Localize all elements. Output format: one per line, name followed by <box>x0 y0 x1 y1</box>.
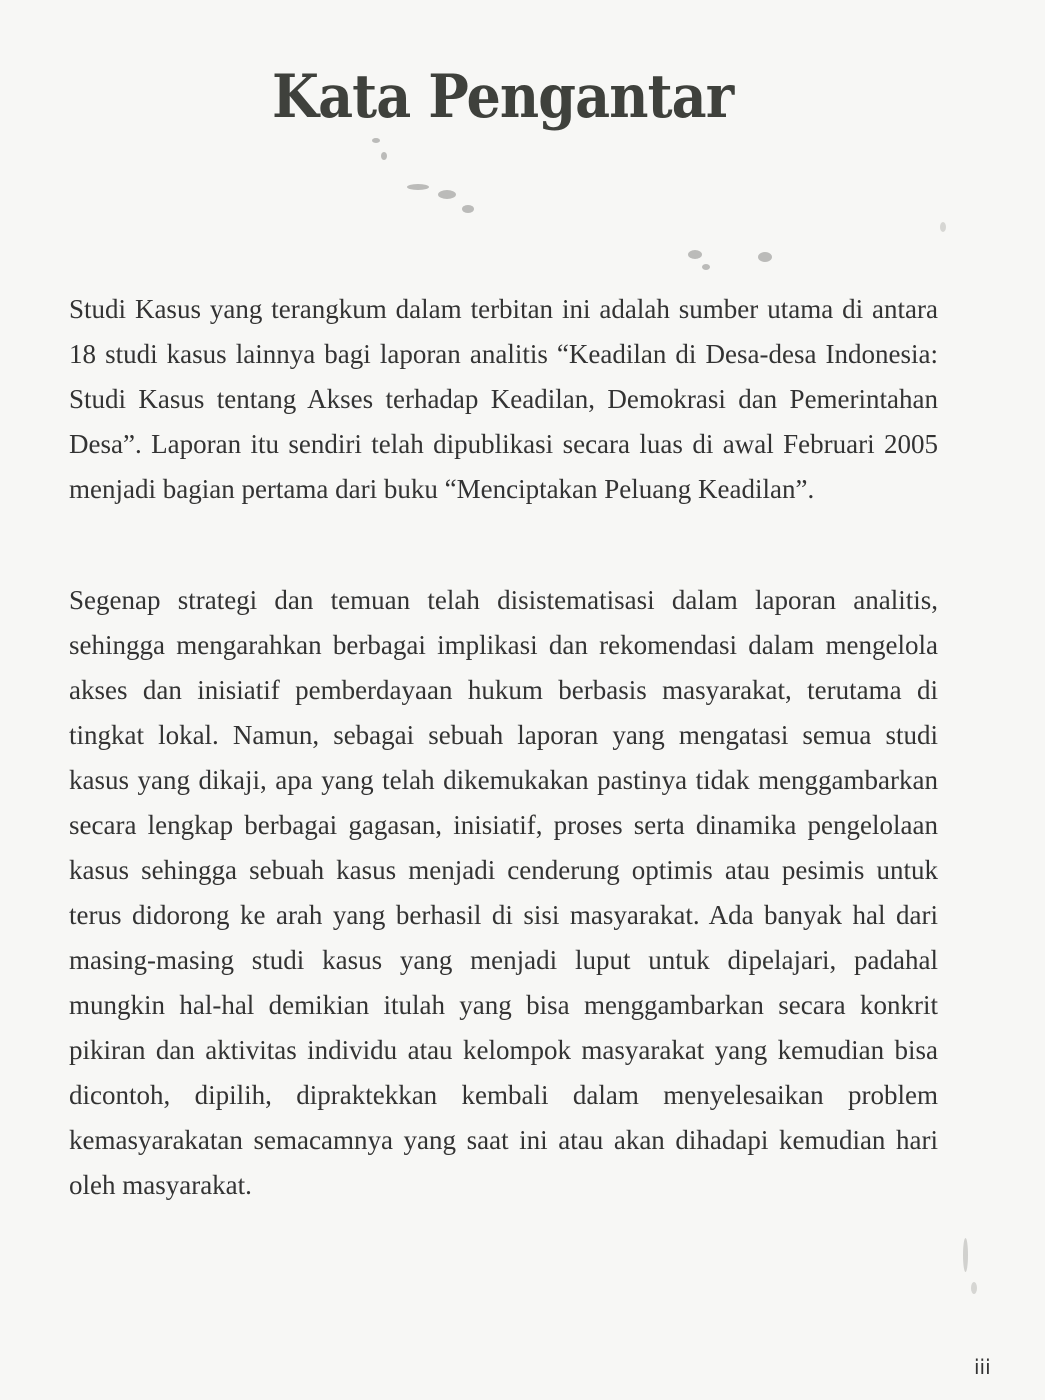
scan-smudge <box>372 138 380 143</box>
scan-smudge <box>971 1282 977 1294</box>
page-number: iii <box>974 1355 991 1379</box>
scan-smudge <box>702 264 710 270</box>
scan-smudge <box>940 222 946 232</box>
scan-smudge <box>758 252 772 262</box>
body-paragraph: Segenap strategi dan temuan telah disistematisasi dalam laporan analitis, sehingga mengarahkan berbagai implikasi dan rekomendasi dalam mengelola akses dan inisiatif pemberdayaan hukum berbasis masyarakat, terutama di tingkat lokal. Namun, sebagai sebuah laporan yang mengatasi semua studi kasus yang dikaji, apa yang telah dikemukakan pastinya tidak menggambarkan secara lengkap berbagai gagasan, inisiatif, proses serta dinamika pengelolaan kasus sehingga sebuah kasus menjadi cenderung optimis atau pesimis untuk terus didorong ke arah yang berhasil di sisi masyarakat. Ada banyak hal dari masing-masing studi kasus yang menjadi luput untuk dipelajari, padahal mungkin hal-hal demikian itulah yang bisa menggambarkan secara konkrit pikiran dan aktivitas individu atau kelompok masyarakat yang kemudian bisa dicontoh, dipilih, dipraktekkan kembali dalam menyelesaikan problem kemasyarakatan semacamnya yang saat ini atau akan dihadapi kemudian hari oleh masyarakat. <box>69 585 938 1200</box>
body-paragraph: Studi Kasus yang terangkum dalam terbitan ini adalah sumber utama di antara 18 studi kasus lainnya bagi laporan analitis “Keadilan di Desa-desa Indonesia: Studi Kasus tentang Akses terhadap Keadilan, Demokrasi dan Pemerintahan Desa”. Laporan itu sendiri telah dipublikasi secara luas di awal Februari 2005 menjadi bagian pertama dari buku “Menciptakan Peluang Keadilan”. <box>69 294 938 504</box>
scan-smudge <box>963 1238 968 1272</box>
scan-smudge <box>688 250 702 259</box>
scan-smudge <box>438 190 456 199</box>
scan-smudge <box>462 205 474 213</box>
page-title: Kata Pengantar <box>272 62 734 132</box>
scan-smudge <box>381 152 387 160</box>
scan-smudge <box>407 184 429 190</box>
